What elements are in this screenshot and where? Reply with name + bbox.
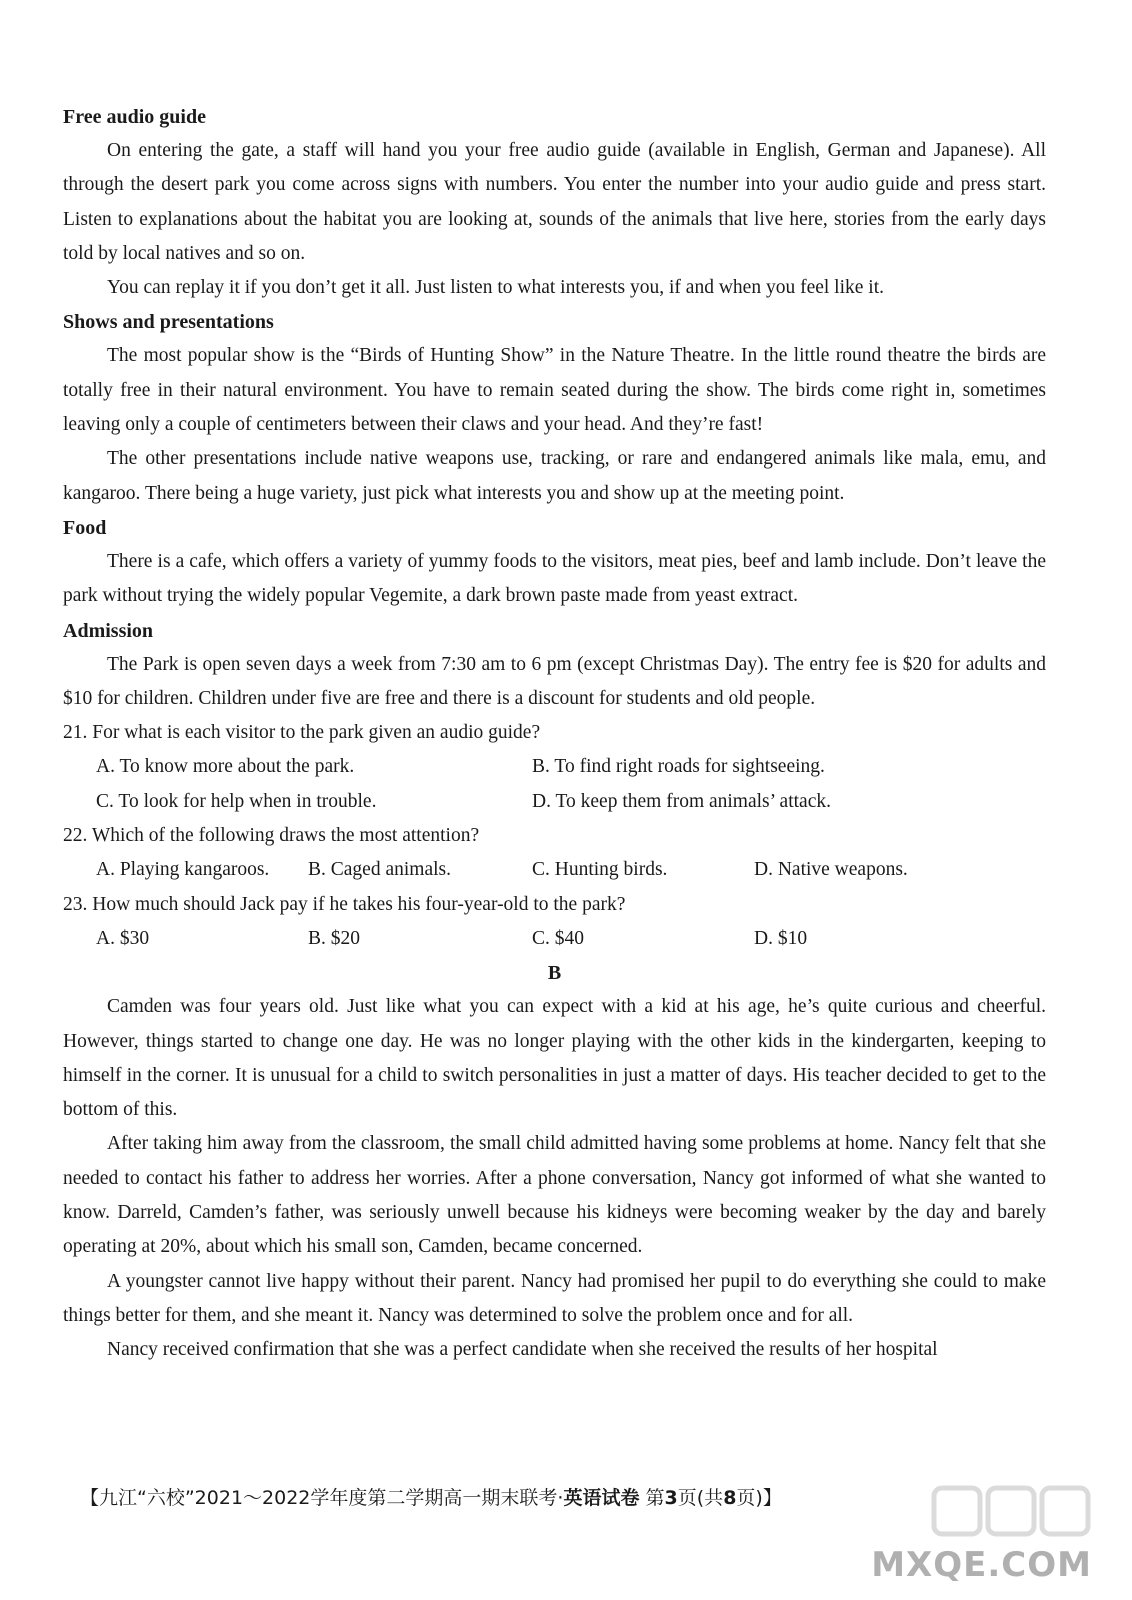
question-stem: 23. How much should Jack pay if he takes his four-year-old to the park? (63, 893, 626, 915)
question-options (63, 853, 1046, 887)
paragraph: The Park is open seven days a week from 7:30 am to 6 pm (except Christmas Day). The entry fee is $20 for adults and $10 for children. Children under five are free and there is a discount for students and old people. (63, 653, 1046, 709)
section-label-b: B (547, 962, 562, 985)
footer-page-suffix: 页)】 (736, 1487, 782, 1509)
paragraph: After taking him away from the classroom, the small child admitted having some problems at home. Nancy felt that she needed to contact his father to address her worries. After a phone conversation, Nancy got informed of what she wanted to know. Darreld, Camden’s father, was seriously unwell because his kidneys were becoming weaker by the day and barely operating at 20%, about which his small son, Camden, became concerned. (63, 1133, 1046, 1258)
option: C. To look for help when in trouble. (96, 790, 377, 812)
question-options (63, 785, 1046, 819)
paragraph: The other presentations include native weapons use, tracking, or rare and endangered animals like mala, emu, and kangaroo. There being a huge variety, just pick what interests you and show up at the meeting point. (63, 448, 1046, 504)
option: B. Caged animals. (308, 859, 451, 881)
footer-page-prefix: 第 (645, 1487, 665, 1509)
footer-exam-title: 【九江“六校”2021～2022学年度第二学期高一期末联考 (80, 1487, 558, 1509)
watermark-text: MXQE.COM (871, 1545, 1092, 1585)
question-stem: 21. For what is each visitor to the park given an audio guide? (63, 722, 541, 744)
footer-page-number: 3 (664, 1487, 678, 1509)
heading-audio-guide: Free audio guide (63, 106, 206, 128)
heading-food: Food (63, 516, 107, 539)
footer-subject: 英语试卷 (563, 1487, 640, 1509)
heading-shows: Shows and presentations (63, 311, 274, 334)
option: B. To find right roads for sightseeing. (532, 756, 825, 778)
question-options (63, 922, 1046, 956)
paragraph: Nancy received confirmation that she was a perfect candidate when she received the results of her hospital (107, 1339, 938, 1361)
option: D. $10 (754, 927, 808, 949)
exam-page (63, 100, 1046, 1368)
page-footer (80, 1478, 980, 1518)
option: C. Hunting birds. (532, 859, 668, 881)
paragraph: There is a cafe, which offers a variety of yummy foods to the visitors, meat pies, beef and lamb include. Don’t leave the park without trying the widely popular Vegemite, a dark brown paste made from yeast extract. (63, 550, 1046, 607)
option: A. Playing kangaroos. (96, 859, 270, 881)
option: D. Native weapons. (754, 859, 908, 881)
question-stem: 22. Which of the following draws the most attention? (63, 825, 480, 847)
paragraph: On entering the gate, a staff will hand you your free audio guide (available in English, German and Japanese). All through the desert park you come across signs with numbers. You enter the number into your audio guide and press start. Listen to explanations about the habitat you are looking at, sounds of the animals that live here, stories from the early days told by local natives and so on. (63, 140, 1046, 264)
option: A. $30 (96, 927, 150, 949)
footer-page-mid: 页(共 (677, 1487, 724, 1509)
paragraph: The most popular show is the “Birds of Hunting Show” in the Nature Theatre. In the little round theatre the birds are totally free in their natural environment. You have to remain seated during the show. The birds come right in, sometimes leaving only a couple of centimeters between their claws and your head. And they’re fast! (63, 345, 1046, 436)
question-options (63, 750, 1046, 784)
paragraph: You can replay it if you don’t get it all. Just listen to what interests you, if and when you feel like it. (107, 277, 884, 299)
option: A. To know more about the park. (96, 756, 355, 778)
option: C. $40 (532, 927, 585, 949)
paragraph: Camden was four years old. Just like what you can expect with a kid at his age, he’s quite curious and cheerful. However, things started to change one day. He was no longer playing with the other kids in the kindergarten, keeping to himself in the corner. It is unusual for a child to switch personalities in just a matter of days. His teacher decided to get to the bottom of this. (63, 996, 1046, 1121)
footer-dot: · (557, 1487, 564, 1509)
footer-page-total: 8 (723, 1487, 737, 1509)
option: B. $20 (308, 927, 361, 949)
option: D. To keep them from animals’ attack. (532, 790, 831, 812)
paragraph: A youngster cannot live happy without their parent. Nancy had promised her pupil to do everything she could to make things better for them, and she meant it. Nancy was determined to solve the problem once and for all. (63, 1270, 1046, 1326)
heading-admission: Admission (63, 619, 154, 642)
